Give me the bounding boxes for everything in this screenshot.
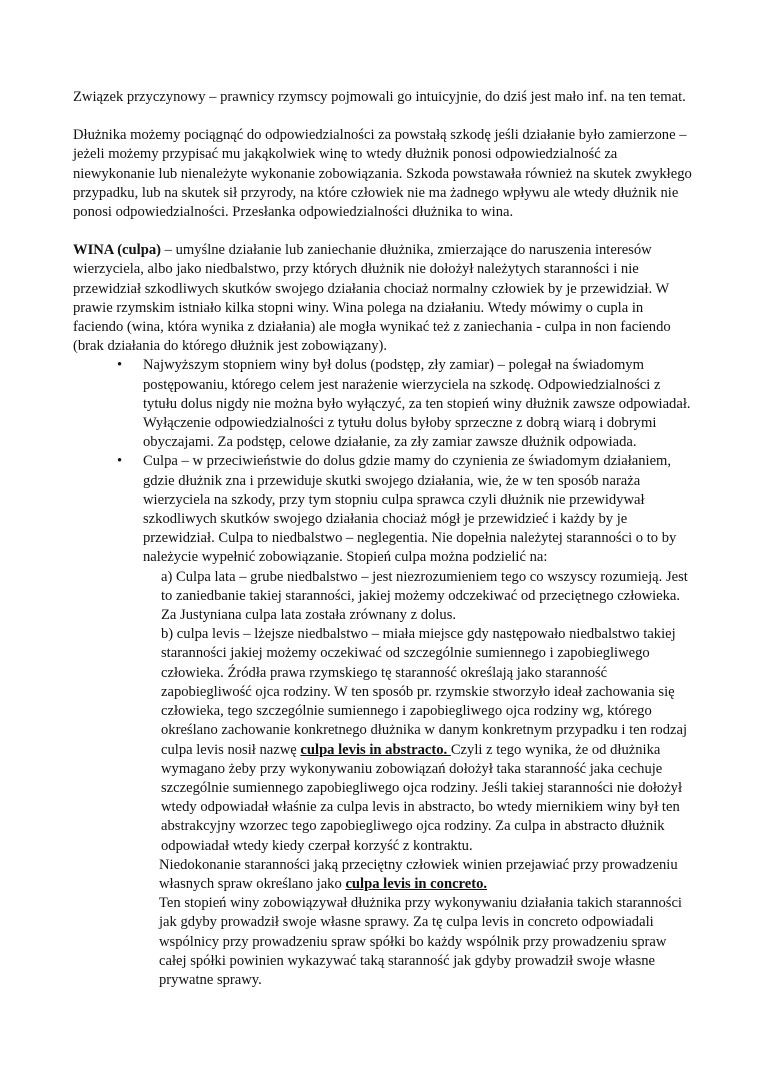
paragraph-causal-link: Związek przyczynowy – prawnicy rzymscy pojmowali go intuicyjnie, do dziś jest mało inf. na ten temat. <box>73 89 686 105</box>
culpa-levis-text: b) culpa levis – lżejsze niedbalstwo – miała miejsce gdy następowało niedbalstwo takiej staranności jakiej możemy oczekiwać od szczególnie sumiennego i zapobiegliwego człowieka. Źródła prawa rzymskiego tę staranność określają jako staranność zapobiegliwość ojca rodziny. W ten sposób pr. rzymskie stworzyło ideał zachowania się człowieka, tego szczególnie sumiennego i zapobiegliwego ojca rodziny wg, którego określano zachowanie konkretnego dłużnika w danym konkretnym przypadku i ten rodzaj culpa levis nosił nazwę <box>161 626 688 758</box>
document-page <box>73 88 693 990</box>
wina-definition-text: – umyślne działanie lub zaniechanie dłużnika, zmierzające do naruszenia interesów wierzyciela, albo jako niedbalstwo, przy których dłużnik nie dołożył należytych staranności i nie przewidział szkodliwych skutków swojego działania chociaż normalny człowiek by je przewidział. W prawie rzymskim istniało kilka stopni winy. Wina polega na działaniu. Wtedy mówimy o cupla in faciendo (wina, która wynika z działania) ale mogła wynikać też z zaniechania - culpa in non faciendo (brak działania do którego dłużnik jest zobowiązany). <box>73 242 671 355</box>
culpa-levis-in-concreto-term: culpa levis in concreto. <box>345 875 488 892</box>
culpa-levis-in-abstracto-term: culpa levis in abstracto. <box>300 741 451 758</box>
bullet-icon: • <box>117 357 123 374</box>
spacer <box>73 107 693 126</box>
list-item-culpa <box>73 452 693 567</box>
paragraph-wina-definition <box>73 241 693 356</box>
list-item-dolus <box>73 356 693 452</box>
concreto-text: Niedokonanie staranności jaką przeciętny człowiek winien przejawiać przy prowadzeniu własnych spraw określano jako <box>159 856 678 892</box>
paragraph-culpa-lata: a) Culpa lata – grube niedbalstwo – jest niezrozumieniem tego co wszyscy rozumieją. Jest to zaniedbanie takiej staranności, jakiej możemy odczekiwać od przeciętnego człowieka. Za Justyniana culpa lata została zrównany z dolus. <box>161 568 688 624</box>
paragraph-culpa-levis <box>161 625 693 855</box>
culpa-levis-text-continued: Czyli z tego wynika, że od dłużnika wymagano żeby przy wykonywaniu zobowiązań dołożył taka staranność jaka cechuje szczególnie sumiennego zapobiegliwego ojca rodziny. Jeśli takiej staranności nie dołożył wtedy odpowiadał właśnie za culpa levis in abstracto, bo wtedy miernikiem winy był ten abstrakcyjny wzorzec tego zapobiegliwego ojca rodziny. Za culpa in abstracto dłużnik odpowiadał wtedy kiedy czerpał korzyść z kontraktu. <box>161 741 683 854</box>
concreto-text-continued: Ten stopień winy zobowiązywał dłużnika przy wykonywaniu działania takich staranności jak gdyby prowadził swoje własne sprawy. Za tę culpa levis in concreto odpowiadali wspólnicy przy prowadzeniu spraw spółki bo każdy wspólnik przy prowadzeniu spraw całej spółki powinien wykazywać taką staranność jak gdyby prowadził swoje własne prywatne sprawy. <box>159 895 682 988</box>
list-item-text: Culpa – w przeciwieństwie do dolus gdzie mamy do czynienia ze świadomym działaniem, gdzie dłużnik zna i przewiduje skutki swojego działania, wie, że w ten sposób naraża wierzyciela na szkody, przy tym stopniu culpa sprawca czyli dłużnik nie przewidywał szkodliwych skutków swojego działania chociaż mógł je przewidzieć i każdy by je przewidział. Culpa to niedbalstwo – neglegentia. Nie dopełnia należytej staranności o to by należycie wypełnić zobowiązanie. Stopień culpa można podzielić na: <box>143 453 677 566</box>
paragraph-debtor-liability: Dłużnika możemy pociągnąć do odpowiedzialności za powstałą szkodę jeśli działanie było zamierzone – jeżeli możemy przypisać mu jakąkolwiek winę to wtedy dłużnik ponosi odpowiedzialność za niewykonanie lub nienależyte wykonanie zobowiązania. Szkoda powstawała również na skutek zwykłego przypadku, lub na skutek sił przyrody, na które człowiek nie ma żadnego wpływu ale wtedy dłużnik nie ponosi odpowiedzialności. Przesłanka odpowiedzialności dłużnika to wina. <box>73 127 692 221</box>
bullet-icon: • <box>117 453 123 470</box>
wina-term: WINA (culpa) <box>73 242 161 259</box>
list-item-text: Najwyższym stopniem winy był dolus (podstęp, zły zamiar) – polegał na świadomym postępowaniu, którego celem jest narażenie wierzyciela na szkodę. Odpowiedzialności z tytułu dolus nigdy nie można było wyłączyć, za ten stopień winy dłużnik zawsze odpowiadał. Wyłączenie odpowiedzialności z tytułu dolus byłoby sprzeczne z dobrą wiarą i dobrymi obyczajami. Za podstęp, celowe działanie, za zły zamiar zawsze dłużnik odpowiada. <box>143 357 691 451</box>
paragraph-culpa-in-concreto <box>159 856 693 990</box>
spacer <box>73 222 693 241</box>
fault-degrees-list <box>73 356 693 567</box>
